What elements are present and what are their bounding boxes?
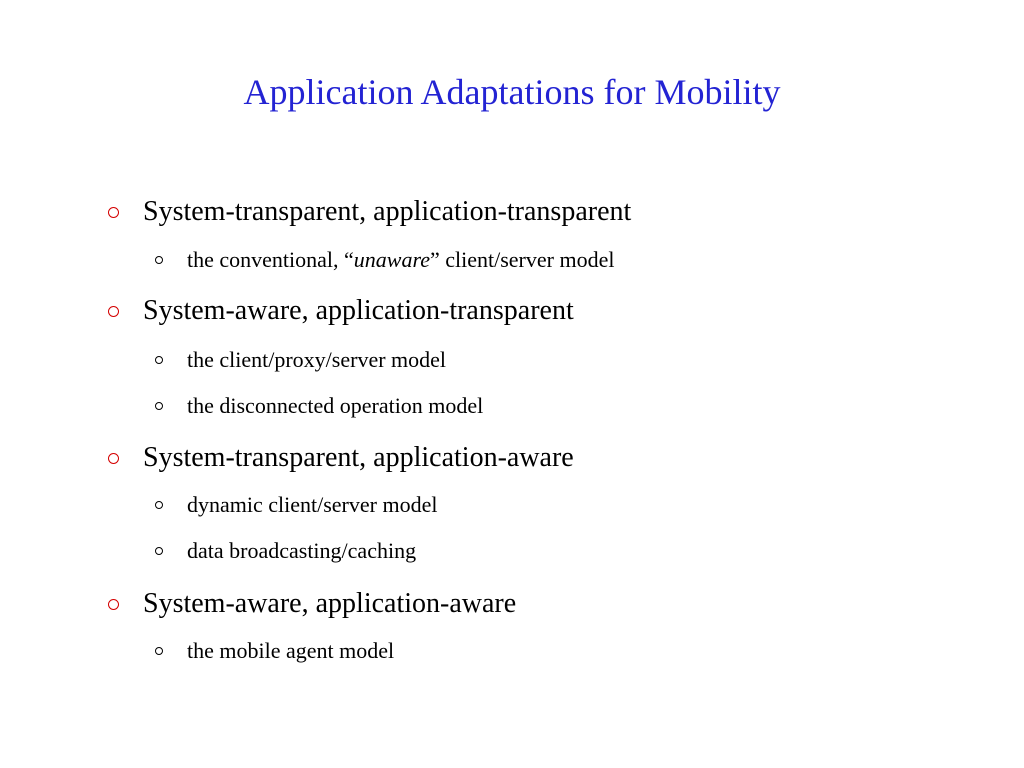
bullet-dot-icon [108,599,119,610]
sub-bullet-label: dynamic client/server model [187,492,438,517]
sub-bullet-label: the mobile agent model [187,638,395,663]
sub-bullet-text-post: ” client/server model [429,247,615,272]
sub-bullet-dot-icon [155,501,163,509]
bullet-dot-icon [108,453,119,464]
sub-bullet-text-pre: the conventional, “ [187,247,354,272]
sub-bullet-label: the disconnected operation model [187,393,484,418]
bullet-dot-icon [108,306,119,317]
sub-bullet-label [187,245,614,275]
sub-bullet-dot-icon [155,256,163,264]
sub-bullet-dot-icon [155,647,163,655]
sub-bullet-label: data broadcasting/caching [187,538,417,563]
bullet-dot-icon [108,207,119,218]
sub-bullet-emphasis: unaware [353,247,430,272]
bullet-label: System-aware, application-aware [143,588,517,619]
sub-bullet-dot-icon [155,356,163,364]
bullet-label: System-aware, application-transparent [143,295,574,326]
slide-title: Application Adaptations for Mobility [243,72,781,112]
sub-bullet-dot-icon [155,547,163,555]
sub-bullet-label: the client/proxy/server model [187,347,447,372]
bullet-label: System-transparent, application-aware [143,442,574,473]
sub-bullet-dot-icon [155,402,163,410]
bullet-label: System-transparent, application-transparent [143,196,632,227]
